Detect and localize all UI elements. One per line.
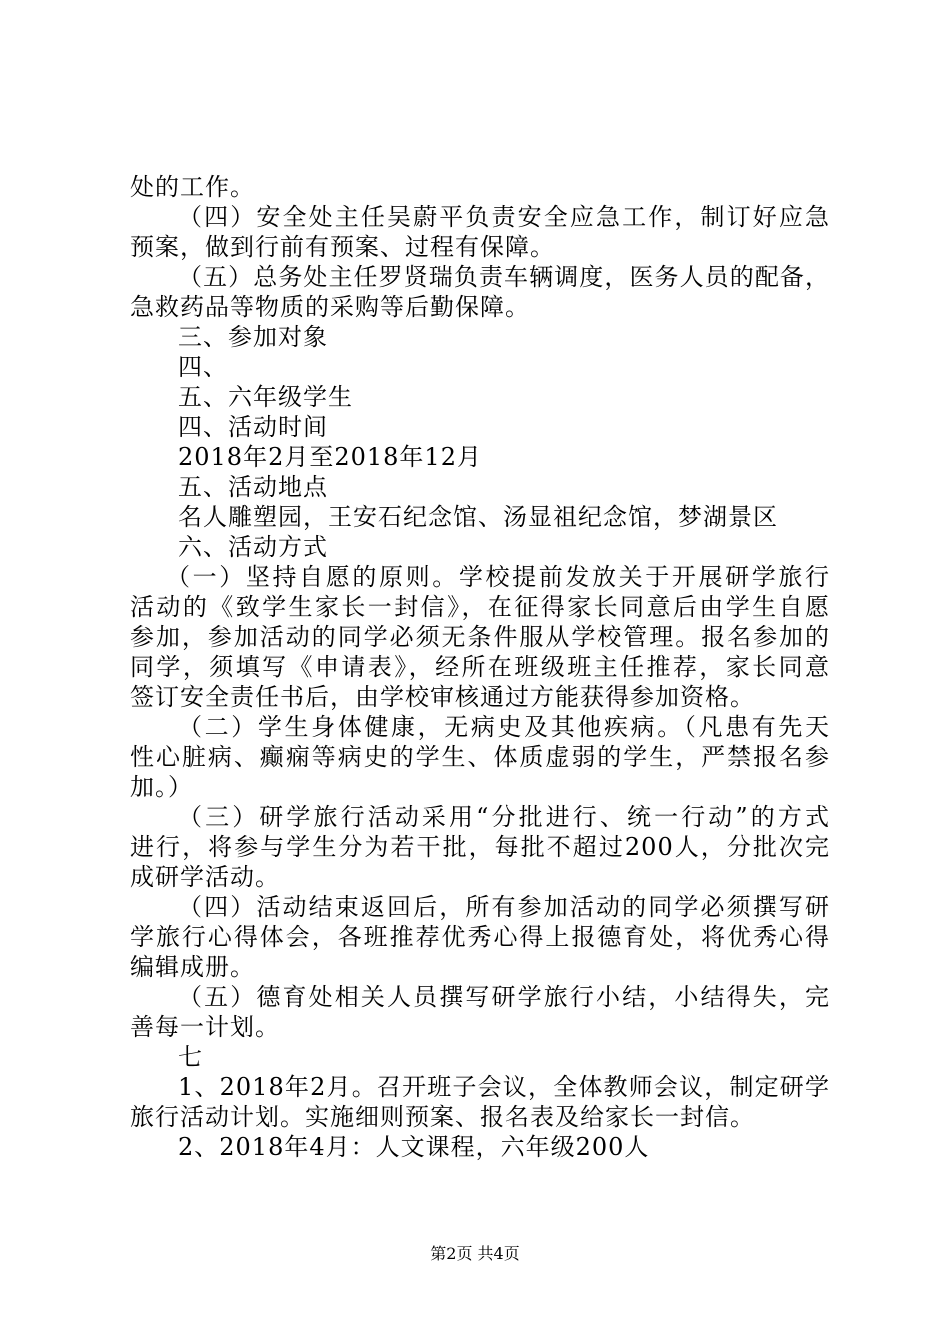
section-heading: 四、活动时间 (178, 413, 328, 441)
text-line: 四、 (178, 353, 228, 381)
text-line: 善每一计划。 (130, 1013, 280, 1041)
text-line: 学旅行心得体会，各班推荐优秀心得上报德育处，将优秀心得 (130, 923, 830, 951)
text-line: 同学，须填写《申请表》，经所在班级班主任推荐，家长同意 (130, 653, 830, 681)
text-line: 急救药品等物质的采购等后勤保障。 (130, 293, 530, 321)
text-line: 加。） (130, 773, 193, 801)
section-heading: 三、参加对象 (178, 323, 328, 351)
text-line: （四）活动结束返回后，所有参加活动的同学必须撰写研 (178, 893, 830, 921)
text-line: （五）总务处主任罗贤瑞负责车辆调度，医务人员的配备， (178, 263, 830, 291)
text-line: 2、2018年4月：人文课程，六年级200人 (178, 1133, 650, 1161)
text-line: 参加，参加活动的同学必须无条件服从学校管理。报名参加的 (130, 623, 830, 651)
text-line: 编辑成册。 (130, 953, 255, 981)
text-line: （三）研学旅行活动采用“分批进行、统一行动”的方式 (178, 803, 830, 831)
text-line: 2018年2月至2018年12月 (178, 443, 482, 471)
page-footer (0, 1244, 950, 1264)
document-body (130, 172, 830, 1162)
page-number-label: 第2页 共4页 (430, 1244, 520, 1263)
text-line: 性心脏病、癫痫等病史的学生、体质虚弱的学生，严禁报名参 (130, 743, 830, 771)
text-line: 处的工作。 (130, 173, 255, 201)
text-line: 旅行活动计划。实施细则预案、报名表及给家长一封信。 (130, 1103, 755, 1131)
section-heading: 六、活动方式 (178, 533, 328, 561)
text-line: 名人雕塑园，王安石纪念馆、汤显祖纪念馆，梦湖景区 (178, 503, 778, 531)
section-heading: 五、活动地点 (178, 473, 328, 501)
text-line: 活动的《致学生家长一封信》，在征得家长同意后由学生自愿 (130, 593, 830, 621)
text-line: 进行，将参与学生分为若干批，每批不超过200人，分批次完 (130, 833, 830, 861)
text-line: （二）学生身体健康，无病史及其他疾病。（凡患有先天 (178, 713, 830, 741)
text-line: （一）坚持自愿的原则。学校提前发放关于开展研学旅行 (166, 563, 830, 591)
text-line: 签订安全责任书后，由学校审核通过方能获得参加资格。 (130, 683, 755, 711)
section-heading: 七 (178, 1043, 203, 1071)
text-line: 1、2018年2月。召开班子会议，全体教师会议，制定研学 (178, 1073, 830, 1101)
text-line: （四）安全处主任吴蔚平负责安全应急工作，制订好应急 (178, 203, 830, 231)
text-line: 成研学活动。 (130, 863, 280, 891)
text-line: （五）德育处相关人员撰写研学旅行小结，小结得失，完 (178, 983, 830, 1011)
text-line: 五、六年级学生 (178, 383, 353, 411)
text-line: 预案，做到行前有预案、过程有保障。 (130, 233, 555, 261)
